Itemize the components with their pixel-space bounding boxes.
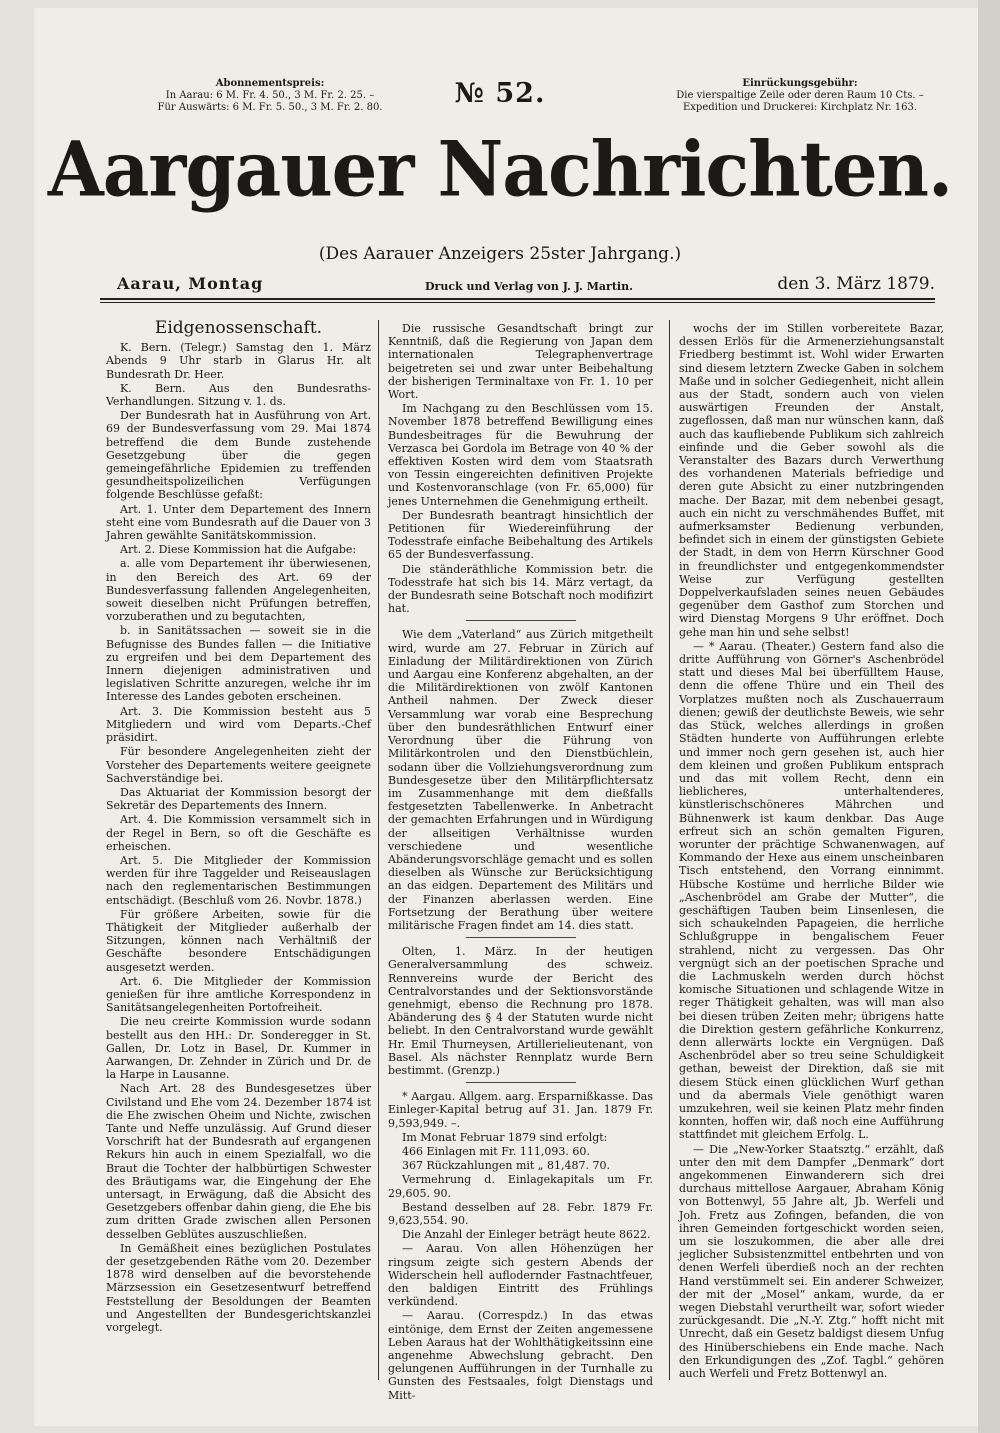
issue-date: den 3. März 1879. (777, 274, 935, 294)
article-paragraph: 367 Rückzahlungen mit „ 81,487. 70. (402, 1159, 610, 1173)
separator-rule (466, 620, 576, 621)
masthead-subtitle: (Des Aarauer Anzeigers 25ster Jahrgang.) (318, 244, 682, 264)
dateline (105, 274, 935, 294)
masthead-title: Aargauer Nachrichten. (47, 123, 953, 214)
column-divider-1 (378, 320, 379, 1380)
article-paragraph: Die Anzahl der Einleger beträgt heute 8622. (402, 1228, 651, 1242)
column-2-part-d (388, 1090, 653, 1402)
page-edge (978, 0, 1000, 1433)
article-paragraph: Art. 4. Die Kommission versammelt sich in der Regel in Bern, so oft die Geschäfte es erheischen. (106, 813, 371, 853)
column-2 (388, 322, 653, 1403)
article-paragraph: Die ständeräthliche Kommission betr. die Todesstrafe hat sich bis 14. März vertagt, da der Bundesrath seine Botschaft noch modifizirt hat. (388, 562, 653, 616)
article-paragraph: Nach Art. 28 des Bundesgesetzes über Civilstand und Ehe vom 24. Dezember 1874 ist die Ehe zwischen Oheim und Nichte, zwischen Tante und Neffe unzulässig. Auf Grund dieser Vorschrift hat der Bundesrath auf ergangenen Rekurs hin auch in einem Spezialfall, wo die Braut die Tochter der halbbürtigen Schwester des Bräutigams war, die Eingehung der Ehe untersagt, in Erwägung, daß die Absicht des Gesetzgebers offenbar dahin gieng, die Ehe bis zum dritten Grade zwischen allen Personen desselben Geblütes auszuschließen. (106, 1082, 371, 1241)
article-paragraph: Vermehrung d. Einlagekapitals um Fr. 29,605. 90. (388, 1173, 653, 1200)
article-paragraph: — * Aarau. (Theater.) Gestern fand also die dritte Aufführung von Görner's Aschenbrödel statt und dieses Mal bei überfülltem Hause, denn die offene Thüre und ein Theil des Vorplatzes mußten noch als Zuschauerraum dienen; gewiß der deutlichste Beweis, wie sehr das Stück, welches allerdings in großen Städten hunderte von Aufführungen erlebte und immer noch gern gesehen ist, auch hier dem kleinen und großen Publikum entsprach und das mit vollem Recht, denn ein lieblicheres, unterhaltenderes, künstlerischschöneres Mährchen und Bühnenwerk ist kaum denkbar. Das Auge erfreut sich an schön gemalten Figuren, worunter der prächtige Schwanenwagen, auf Kommando der Hexe aus einem unscheinbaren Tisch entstehend, den Vorrang einnimmt. Hübsche Kostüme und herrliche Bilder wie „Aschenbrödel am Grabe der Mutter“, die geschäftigen Tauben beim Linsenlesen, die sich schaukelnden Papageien, die herrliche Schlußgruppe in bengalischem Feuer strahlend, nicht zu vergessen. Das Ohr vergnügt sich an der poetischen Sprache und die Lachmuskeln werden durch höchst komische Situationen und schlagende Witze in reger Thätigkeit gehalten, was will man also bei diesen trüben Zeiten mehr; übrigens hatte die Direktion gestern gefährliche Konkurrenz, denn allerwärts lockte ein Vergnügen. Daß Aschenbrödel aber so treu seine Schuldigkeit gethan, beweist der Direktion, daß sie mit diesem Stück einen glücklichen Wurf gethan und da abermals Viele genöthigt waren umzukehren, weil sie keinen Platz mehr finden konnten, hoffen wir, daß noch eine Aufführung stattfindet mit gleichem Erfolg. L. (679, 639, 944, 1142)
article-paragraph: 466 Einlagen mit Fr. 111,093. 60. (402, 1144, 590, 1158)
article-paragraph: — Die „New-Yorker Staatsztg.“ erzählt, daß unter den mit dem Dampfer „Denmark“ dort angekommenen Einwanderern sich drei durchaus mittellose Aargauer, Abraham König von Bottenwyl, 55 Jahre alt, Jb. Werfeli und Joh. Fretz aus Zofingen, befanden, die von ihren Gemeinden fortgeschickt worden seien, um sie loszukommen, die aber alle drei jeglicher Subsistenzmittel entbehrten und von denen Werfeli überdieß noch an der rechten Hand verstümmelt sei. Ein anderer Schweizer, der mit der „Mosel“ ankam, wurde, da er wegen Diebstahl verurtheilt war, sofort wieder zurückgesandt. Die „N.-Y. Ztg.“ hofft nicht mit Unrecht, daß ein Gesetz baldigst diesem Unfug des Hinüberschiebens ein Ende mache. Nach den Erkundigungen des „Zof. Tagbl.“ gehören auch Werfeli und Fretz Bottenwyl an. (679, 1142, 944, 1381)
expedition-text: Expedition und Druckerei: Kirchplatz Nr. 163. (682, 102, 917, 113)
article-paragraph: Im Monat Februar 1879 sind erfolgt: (402, 1130, 608, 1144)
article-paragraph: Der Bundesrath beantragt hinsichtlich der Petitionen für Wiedereinführung der Todesstrafe einfache Beibehaltung des Artikels 65 der Bundesverfassung. (388, 508, 653, 562)
insertion-title: Einrückungsgebühr: (742, 78, 858, 89)
article-paragraph: Der Bundesrath hat in Ausführung von Art. 69 der Bundesverfassung vom 29. Mai 1874 betreffend die dem Bunde zustehende Gesetzgebung über die gegen gemeingefährliche Epidemien zu treffenden gesundheitspolizeilichen Verfügungen folgende Beschlüsse gefaßt: (106, 409, 371, 502)
article-paragraph: In Gemäßheit eines bezüglichen Postulates der gesetzgebenden Räthe vom 20. Dezember 1878 wird denselben auf die bevorstehende Märzsession ein Gesetzesentwurf betreffend Feststellung der Besoldungen der Beamten und Angestellten der Bundesgerichtskanzlei vorgelegt. (106, 1241, 371, 1335)
insertion-text: Die vierspaltige Zeile oder deren Raum 10 Cts. – (676, 90, 924, 101)
article-paragraph: Bestand desselben auf 28. Febr. 1879 Fr. 9,623,554. 90. (388, 1200, 653, 1227)
article-paragraph: Art. 6. Die Mitglieder der Kommission genießen für ihre amtliche Korrespondenz in Sanitätsangelegenheiten Portofreiheit. (106, 974, 371, 1015)
column-divider-2 (669, 320, 670, 1380)
article-paragraph: wochs der im Stillen vorbereitete Bazar, dessen Erlös für die Armenerziehungsanstalt Friedberg bestimmt ist. Wohl wider Erwarten sind diesem letztern Zwecke Gaben in solchem Maße und in solcher Gediegenheit, nicht allein aus der Stadt, sondern auch von vielen auswärtigen Freunden der Anstalt, zugeflossen, daß man nur wünschen kann, daß auch das kaufliebende Publikum sich zahlreich einfinde und die Geber sowohl als die Veranstalter des Bazars durch Verwerthung des vorhandenen Materials befriedige und deren gute Absicht zu einer nutzbringenden mache. Der Bazar, mit dem nebenbei gesagt, auch ein nicht zu verschmähendes Buffet, mit aufmerksamster Bedienung verbunden, befindet sich in einem der günstigsten Gebiete der Stadt, in dem von Herrn Kürschner Good in freundlichster und entgegenkommendster Weise zur Verfügung gestellten Doppelverkaufsladen seines neuen Gebäudes gegenüber dem Gasthof zum Storchen und wird Dienstag Morgens 9 Uhr eröffnet. Doch gehe man hin und sehe selbst! (679, 322, 944, 639)
article-paragraph: Die neu creirte Kommission wurde sodann bestellt aus den HH.: Dr. Sonderegger in St. Gallen, Dr. Lotz in Basel, Dr. Kummer in Aarwangen, Dr. Zehnder in Zürich und Dr. de la Harpe in Lausanne. (106, 1015, 371, 1082)
issue-number: № 52. (454, 78, 546, 109)
article-paragraph: Olten, 1. März. In der heutigen Generalversammlung des schweiz. Rennvereins wurde der Bericht des Centralvorstandes und der Sektionsvorstände genehmigt, ebenso die Rechnung pro 1878. Abänderung des § 4 der Statuten wurde nicht beliebt. In den Centralvorstand wurde gewählt Hr. Emil Thurneysen, Artillerielieutenant, von Basel. Als nächster Rennplatz wurde Bern bestimmt. (Grenzp.) (388, 945, 653, 1077)
article-paragraph: b. in Sanitätssachen — soweit sie in die Befugnisse des Bundes fallen — die Initiative zu ergreifen und bei dem Departement des Innern diejenigen administrativen und legislativen Schritte anzuregen, welche ihr im Interesse des Landes geboten erscheinen. (106, 624, 371, 704)
article-paragraph: * Aargau. Allgem. aarg. Ersparnißkasse. Das Einleger-Kapital betrug auf 31. Jan. 1879 Fr. 9,593,949. –. (388, 1090, 653, 1130)
article-paragraph: Das Aktuariat der Kommission besorgt der Sekretär des Departements des Innern. (106, 785, 371, 813)
column-3-body (679, 322, 944, 1380)
column-1 (106, 318, 371, 1335)
article-paragraph: Art. 5. Die Mitglieder der Kommission werden für ihre Taggelder und Reiseauslagen nach den reglementarischen Bestimmungen entschädigt. (Beschluß vom 26. Novbr. 1878.) (106, 853, 371, 907)
article-paragraph: Die russische Gesandtschaft bringt zur Kenntniß, daß die Regierung von Japan dem internationalen Telegraphenvertrage beigetreten sei und zwar unter Beibehaltung der bisherigen Terminaltaxe von Fr. 1. 10 per Wort. (388, 322, 653, 402)
section-heading: Eidgenossenschaft. (154, 318, 323, 338)
article-paragraph: a. alle vom Departement ihr überwiesenen, in den Bereich des Art. 69 der Bundesverfassung fallenden Angelegenheiten, soweit dieselben nicht Prüfungen betreffen, vorzuberathen und zu begutachten, (106, 557, 371, 624)
article-paragraph: — Aarau. (Correspdz.) In das etwas eintönige, dem Ernst der Zeiten angemessene Leben Aaraus hat der Wohlthätigkeitssinn eine angenehme Abwechslung gebracht. Den gelungenen Aufführungen in der Turnhalle zu Gunsten des Festsaales, folgt Dienstags und Mitt- (388, 1309, 653, 1402)
subscription-abroad: Für Auswärts: 6 M. Fr. 5. 50., 3 M. Fr. 2. 80. (157, 102, 383, 113)
article-paragraph: Wie dem „Vaterland“ aus Zürich mitgetheilt wird, wurde am 27. Februar in Zürich auf Einladung der Militärdirektionen von Zürich und Aargau eine Konferenz abgehalten, an der die Militärdirektionen von zwölf Kantonen Antheil nahmen. Der Zweck dieser Versammlung war vorab eine Besprechung über den bundesräthlichen Entwurf einer Verordnung über die Führung von Militärkontrolen und den Dienstbüchlein, sodann über die Vollziehungsverordnung zum Bundesgesetze über den Militärpflichtersatz im Zusammenhange mit dem dießfalls festgesetzten Tabellenwerke. In Anbetracht der gemachten Erfahrungen und in Würdigung der allseitigen Verhältnisse wurden verschiedene und wesentliche Abänderungsvorschläge gemacht und es sollen dieselben als Wünsche zur Berücksichtigung an das eidgen. Departement des Militärs und der Finanzen aberlassen werden. Eine Fortsetzung der Berathung über weitere militärische Fragen findet am 14. dies statt. (388, 628, 653, 932)
header-rule-thick (100, 298, 935, 300)
separator-rule (466, 937, 576, 938)
header-rule-thin (100, 302, 935, 303)
column-1-body (106, 341, 371, 1334)
separator-rule (466, 1082, 576, 1083)
subscription-title: Abonnementspreis: (215, 78, 325, 89)
column-2-part-b (388, 628, 653, 932)
insertion-box (655, 78, 945, 114)
printer-line: Druck und Verlag von J. J. Martin. (425, 280, 633, 293)
place-day: Aarau, Montag (117, 274, 264, 293)
column-2-part-a (388, 322, 653, 615)
article-paragraph: K. Bern. (Telegr.) Samstag den 1. März Abends 9 Uhr starb in Glarus Hr. alt Bundesrath Dr. Heer. (106, 341, 371, 381)
article-paragraph: — Aarau. Von allen Höhenzügen her ringsum zeigte sich gestern Abends der Widerschein hell auflodernder Fastnachtfeuer, den baldigen Eintritt des Frühlings verkündend. (388, 1242, 653, 1309)
article-paragraph: K. Bern. Aus den Bundesraths-Verhandlungen. Sitzung v. 1. ds. (106, 381, 371, 409)
article-paragraph: Art. 2. Diese Kommission hat die Aufgabe: (120, 543, 357, 557)
article-paragraph: Art. 1. Unter dem Departement des Innern steht eine vom Bundesrath auf die Dauer von 3 Jahren gewählte Sanitätskommission. (106, 502, 371, 543)
article-paragraph: Art. 3. Die Kommission besteht aus 5 Mitgliedern und wird vom Departs.-Chef präsidirt. (106, 704, 371, 745)
article-paragraph: Für besondere Angelegenheiten zieht der Vorsteher des Departements weitere geeignete Sachverständige bei. (106, 745, 371, 785)
column-3 (679, 322, 944, 1381)
article-paragraph: Für größere Arbeiten, sowie für die Thätigkeit der Mitglieder außerhalb der Sitzungen, können nach Verhältniß der Geschäfte besondere Entschädigungen ausgesetzt werden. (106, 907, 371, 974)
column-2-part-c (388, 945, 653, 1077)
subscription-local: In Aarau: 6 M. Fr. 4. 50., 3 M. Fr. 2. 25. – (165, 90, 375, 101)
article-paragraph: Im Nachgang zu den Beschlüssen vom 15. November 1878 betreffend Bewilligung eines Bundesbeitrages für die Bewuhrung der Verzasca bei Gordola im Betrage von 40 % der effektiven Kosten wird dem vom Staatsrath von Tessin eingereichten definitiven Projekte und Kostenvoranschlage (von Fr. 65,000) für jenes Unternehmen die Genehmigung ertheilt. (388, 402, 653, 508)
